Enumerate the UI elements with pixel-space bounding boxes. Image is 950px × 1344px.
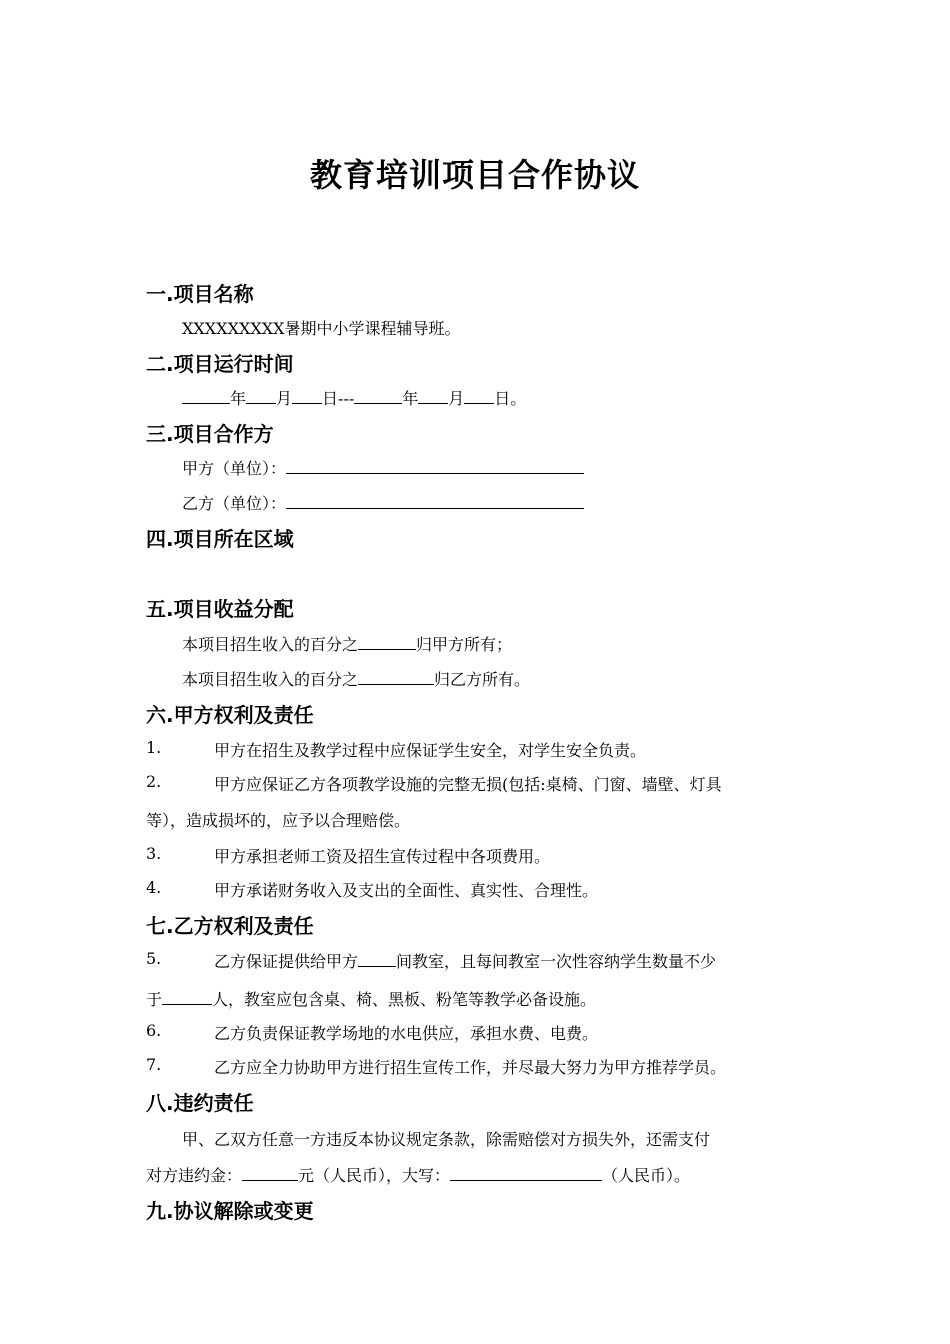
run-time-line [182, 386, 526, 409]
start-month-blank[interactable] [246, 389, 276, 404]
party-b-line [182, 491, 584, 514]
party-a-item-text: 甲方应保证乙方各项教学设施的完整无损(包括:桌椅、门窗、墙壁、灯具 [214, 775, 722, 794]
end-day-label: 日。 [494, 389, 527, 408]
item-number: 2. [146, 772, 162, 791]
penalty-currency-label: 元（人民币），大写： [298, 1166, 451, 1185]
breach-text-line1: 甲、乙双方任意一方违反本协议规定条款，除需赔偿对方损失外，还需支付 [182, 1130, 711, 1149]
item-number: 3. [146, 844, 162, 863]
party-a-item-text: 甲方在招生及教学过程中应保证学生安全，对学生安全负责。 [214, 741, 647, 760]
party-b-item-text: 乙方负责保证教学场地的水电供应，承担水费、电费。 [214, 1024, 599, 1043]
penalty-label: 对方违约金： [146, 1166, 243, 1185]
revenue-line-a-prefix: 本项目招生收入的百分之 [182, 635, 359, 654]
penalty-amount-words-blank[interactable] [450, 1166, 602, 1181]
party-b-item-5-continuation [146, 987, 596, 1010]
section-heading-run-time: 二.项目运行时间 [146, 352, 294, 376]
penalty-suffix: （人民币）。 [602, 1166, 691, 1185]
revenue-line-a-suffix: 归甲方所有； [416, 635, 513, 654]
day-label: 日 [322, 389, 339, 408]
section-heading-breach: 八.违约责任 [146, 1091, 254, 1115]
revenue-line-a [182, 632, 512, 655]
party-a-blank[interactable] [286, 459, 584, 474]
item-number: 5. [146, 949, 162, 968]
party-b-item-text: 乙方应全力协助甲方进行招生宣传工作，并尽最大努力为甲方推荐学员。 [214, 1058, 727, 1077]
end-day-blank[interactable] [464, 389, 494, 404]
student-count-blank[interactable] [162, 990, 212, 1005]
party-a-line [182, 456, 584, 479]
party-a-item-continuation: 等），造成损坏的，应予以合理赔偿。 [146, 811, 411, 830]
section-heading-project-name: 一.项目名称 [146, 282, 254, 306]
item-5-suffix: 间教室，且每间教室一次性容纳学生数量不少 [396, 952, 717, 971]
month-label: 月 [448, 389, 465, 408]
item-number: 1. [146, 738, 162, 757]
section-heading-parties: 三.项目合作方 [146, 422, 274, 446]
item-number: 4. [146, 878, 162, 897]
document-title: 教育培训项目合作协议 [309, 156, 640, 194]
month-label: 月 [276, 389, 293, 408]
revenue-percent-a-blank[interactable] [358, 635, 416, 650]
classroom-count-blank[interactable] [358, 952, 396, 967]
section-heading-termination: 九.协议解除或变更 [146, 1199, 314, 1223]
section-heading-party-b-rights: 七.乙方权利及责任 [146, 914, 314, 938]
year-label: 年 [230, 389, 247, 408]
date-separator: --- [338, 389, 355, 408]
project-name-text: XXXXXXXXX暑期中小学课程辅导班。 [182, 319, 461, 338]
party-a-label: 甲方（单位）： [182, 459, 287, 478]
revenue-line-b [182, 667, 530, 690]
revenue-line-b-suffix: 归乙方所有。 [434, 670, 531, 689]
party-a-item-text: 甲方承担老师工资及招生宣传过程中各项费用。 [214, 847, 551, 866]
end-month-blank[interactable] [418, 389, 448, 404]
item-5-cont-prefix: 于 [146, 990, 163, 1009]
section-heading-region: 四.项目所在区域 [146, 527, 294, 551]
item-5-cont-suffix: 人，教室应包含桌、椅、黑板、粉笔等教学必备设施。 [212, 990, 597, 1009]
section-heading-party-a-rights: 六.甲方权利及责任 [146, 703, 314, 727]
revenue-percent-b-blank[interactable] [358, 670, 434, 685]
start-day-blank[interactable] [292, 389, 322, 404]
penalty-amount-blank[interactable] [242, 1166, 298, 1181]
start-year-blank[interactable] [182, 389, 230, 404]
party-a-item-text: 甲方承诺财务收入及支出的全面性、真实性、合理性。 [214, 881, 599, 900]
party-b-blank[interactable] [286, 494, 584, 509]
year-label: 年 [402, 389, 419, 408]
item-number: 6. [146, 1021, 162, 1040]
end-year-blank[interactable] [354, 389, 402, 404]
party-b-item-5 [214, 949, 716, 972]
item-5-prefix: 乙方保证提供给甲方 [214, 952, 359, 971]
party-b-label: 乙方（单位）： [182, 494, 287, 513]
revenue-line-b-prefix: 本项目招生收入的百分之 [182, 670, 359, 689]
section-heading-revenue: 五.项目收益分配 [146, 597, 294, 621]
item-number: 7. [146, 1055, 162, 1074]
breach-text-line2 [146, 1163, 690, 1186]
